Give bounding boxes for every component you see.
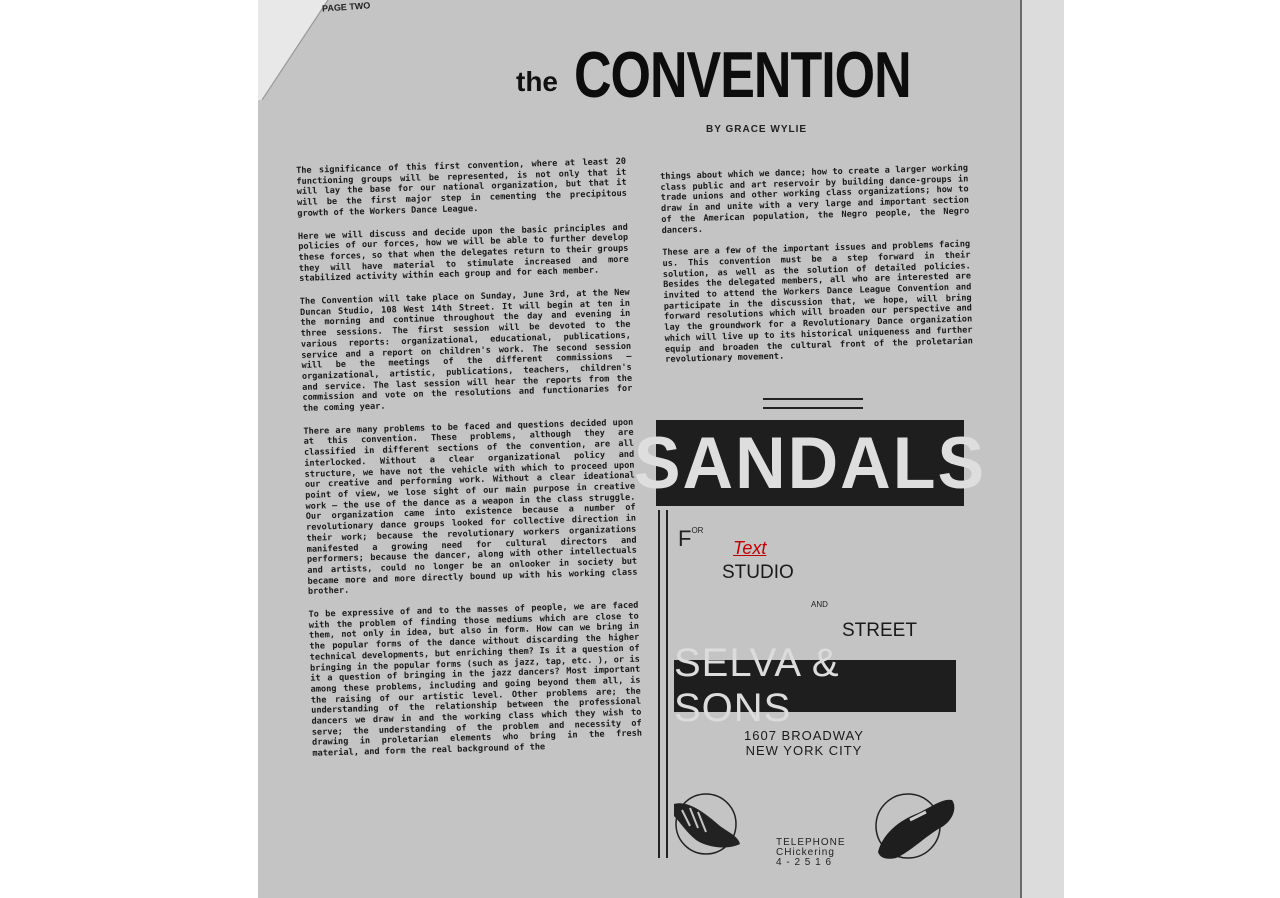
ad-headline: SANDALS (633, 422, 987, 504)
article-column-left (296, 157, 643, 772)
ad-for-rest: OR (691, 526, 704, 535)
phone-number: 4 - 2 5 1 6 (776, 857, 833, 868)
title-main: CONVENTION (574, 39, 911, 112)
ad-brand: SELVA & SONS (674, 641, 840, 730)
ad-street: STREET (842, 620, 917, 641)
folded-corner (258, 0, 338, 110)
paragraph: Here we will discuss and decide upon the basic principles and policies of our forces, how we will be able to further develop these forces, so that when the delegates return to their groups they will have material to stimulate increased and more stabilized activity within each group and for each member. (297, 222, 629, 285)
shoe-left-icon (668, 786, 744, 858)
ad-border-line (658, 510, 668, 858)
shoe-right-icon (870, 786, 960, 866)
address-line-2: NEW YORK CITY (745, 743, 863, 758)
byline: BY GRACE WYLIE (706, 124, 808, 135)
ad-brand-box (674, 641, 956, 730)
section-divider (763, 398, 863, 409)
paragraph: The significance of this first convention, where at least 20 functioning groups will be represented, is not only that it will lay the base for our national organization, but that it will be the first major step in cementing the precipitous growth of the Workers Dance League. (296, 156, 628, 219)
ad-and: AND (811, 600, 828, 609)
paragraph: The Convention will take place on Sunday, June 3rd, at the New Duncan Studio, 108 West 14th Street. It will begin at ten in the morning and continue throughout the day and evening in three sessions. The first session will be devoted to the various reports: organizational, educational, publications, service and a report on children's work. The second session will be the meetings of the different commissions — organizational, artistic, publications, teachers, children's and service. The last session will hear the reports from the commission and vote on the resolutions and functionaries for the coming year. (299, 287, 633, 414)
page-number: PAGE TWO (321, 0, 371, 14)
page-edge (1020, 0, 1064, 898)
ad-address (744, 728, 864, 758)
paragraph: To be expressive of and to the masses of people, we are faced with the problem of finding those mediums which are close to them, not only in idea, but also in form. How can we bring in the popular forms of the dance without discarding the higher technical developments, but enriching them? Is it a question of bringing in the popular forms (such as jazz, tap, etc. ), or is it a question of bringing in the jazz dancers? Most important among these problems, including and going beyond them all, is the raising of our artistic level. Other problems are; the understanding of the relationship between the professional dancers we draw in and the working class which they wish to serve; the understanding of the problem and necessity of drawing in proletarian elements who bring in the fresh material, and form the real background of the (308, 600, 643, 759)
ad-text-link[interactable]: Text (733, 538, 767, 558)
show-through-print (438, 0, 457, 114)
phone-exchange: CHickering (776, 847, 835, 858)
page-gutter-line (1020, 0, 1022, 898)
article-column-right (660, 163, 974, 377)
paragraph: There are many problems to be faced and questions decided upon at this convention. These problems, although they are classified in different sections of the convention, are all interlocked. Without a clear organizational policy and structure, we have not the vehicle with which to proceed upon our creative and performing work. Without a clear ideational point of view, we lose sight of our main purpose in creative work — the use of the dance as a weapon in the class struggle. Our organization came into existence because a number of revolutionary dance groups looked for collective direction in their work; because the revolutionary workers organizations manifested a growing need for cultural directors and performers; because the dancer, along with other intellectuals and artists, could no longer be an onlooker in society but became more and more directly bound up with his working class brother. (303, 417, 638, 598)
ad-headline-banner (633, 420, 987, 506)
paragraph: things about which we dance; how to create a larger working class public and art reservoir by building dance-groups in trade unions and other working class organizations; how to draw in and unite with a very large and important section of the American population, the Negro people, the Negro dancers. (660, 163, 970, 236)
title-prefix: the (516, 66, 558, 97)
address-line-1: 1607 BROADWAY (744, 728, 864, 743)
ad-studio: STUDIO (722, 562, 794, 583)
scanned-page (258, 0, 1064, 898)
ad-phone (776, 838, 846, 868)
ad-for-label (678, 526, 703, 552)
paragraph: These are a few of the important issues and problems facing us. This convention must be a step forward in their solution, as well as the solution of detailed policies. Besides the delegated members, all who are interested are invited to attend the Workers Dance League Convention and participate in the discussion that, we hope, will bring forward resolutions which will broaden our perspective and lay the groundwork for a Revolutionary Dance organization which will live up to its historical uniqueness and further equip and broaden the cultural front of the proletarian revolutionary movement. (662, 239, 973, 366)
phone-label: TELEPHONE (776, 837, 846, 848)
ad-for-initial: F (678, 526, 692, 551)
